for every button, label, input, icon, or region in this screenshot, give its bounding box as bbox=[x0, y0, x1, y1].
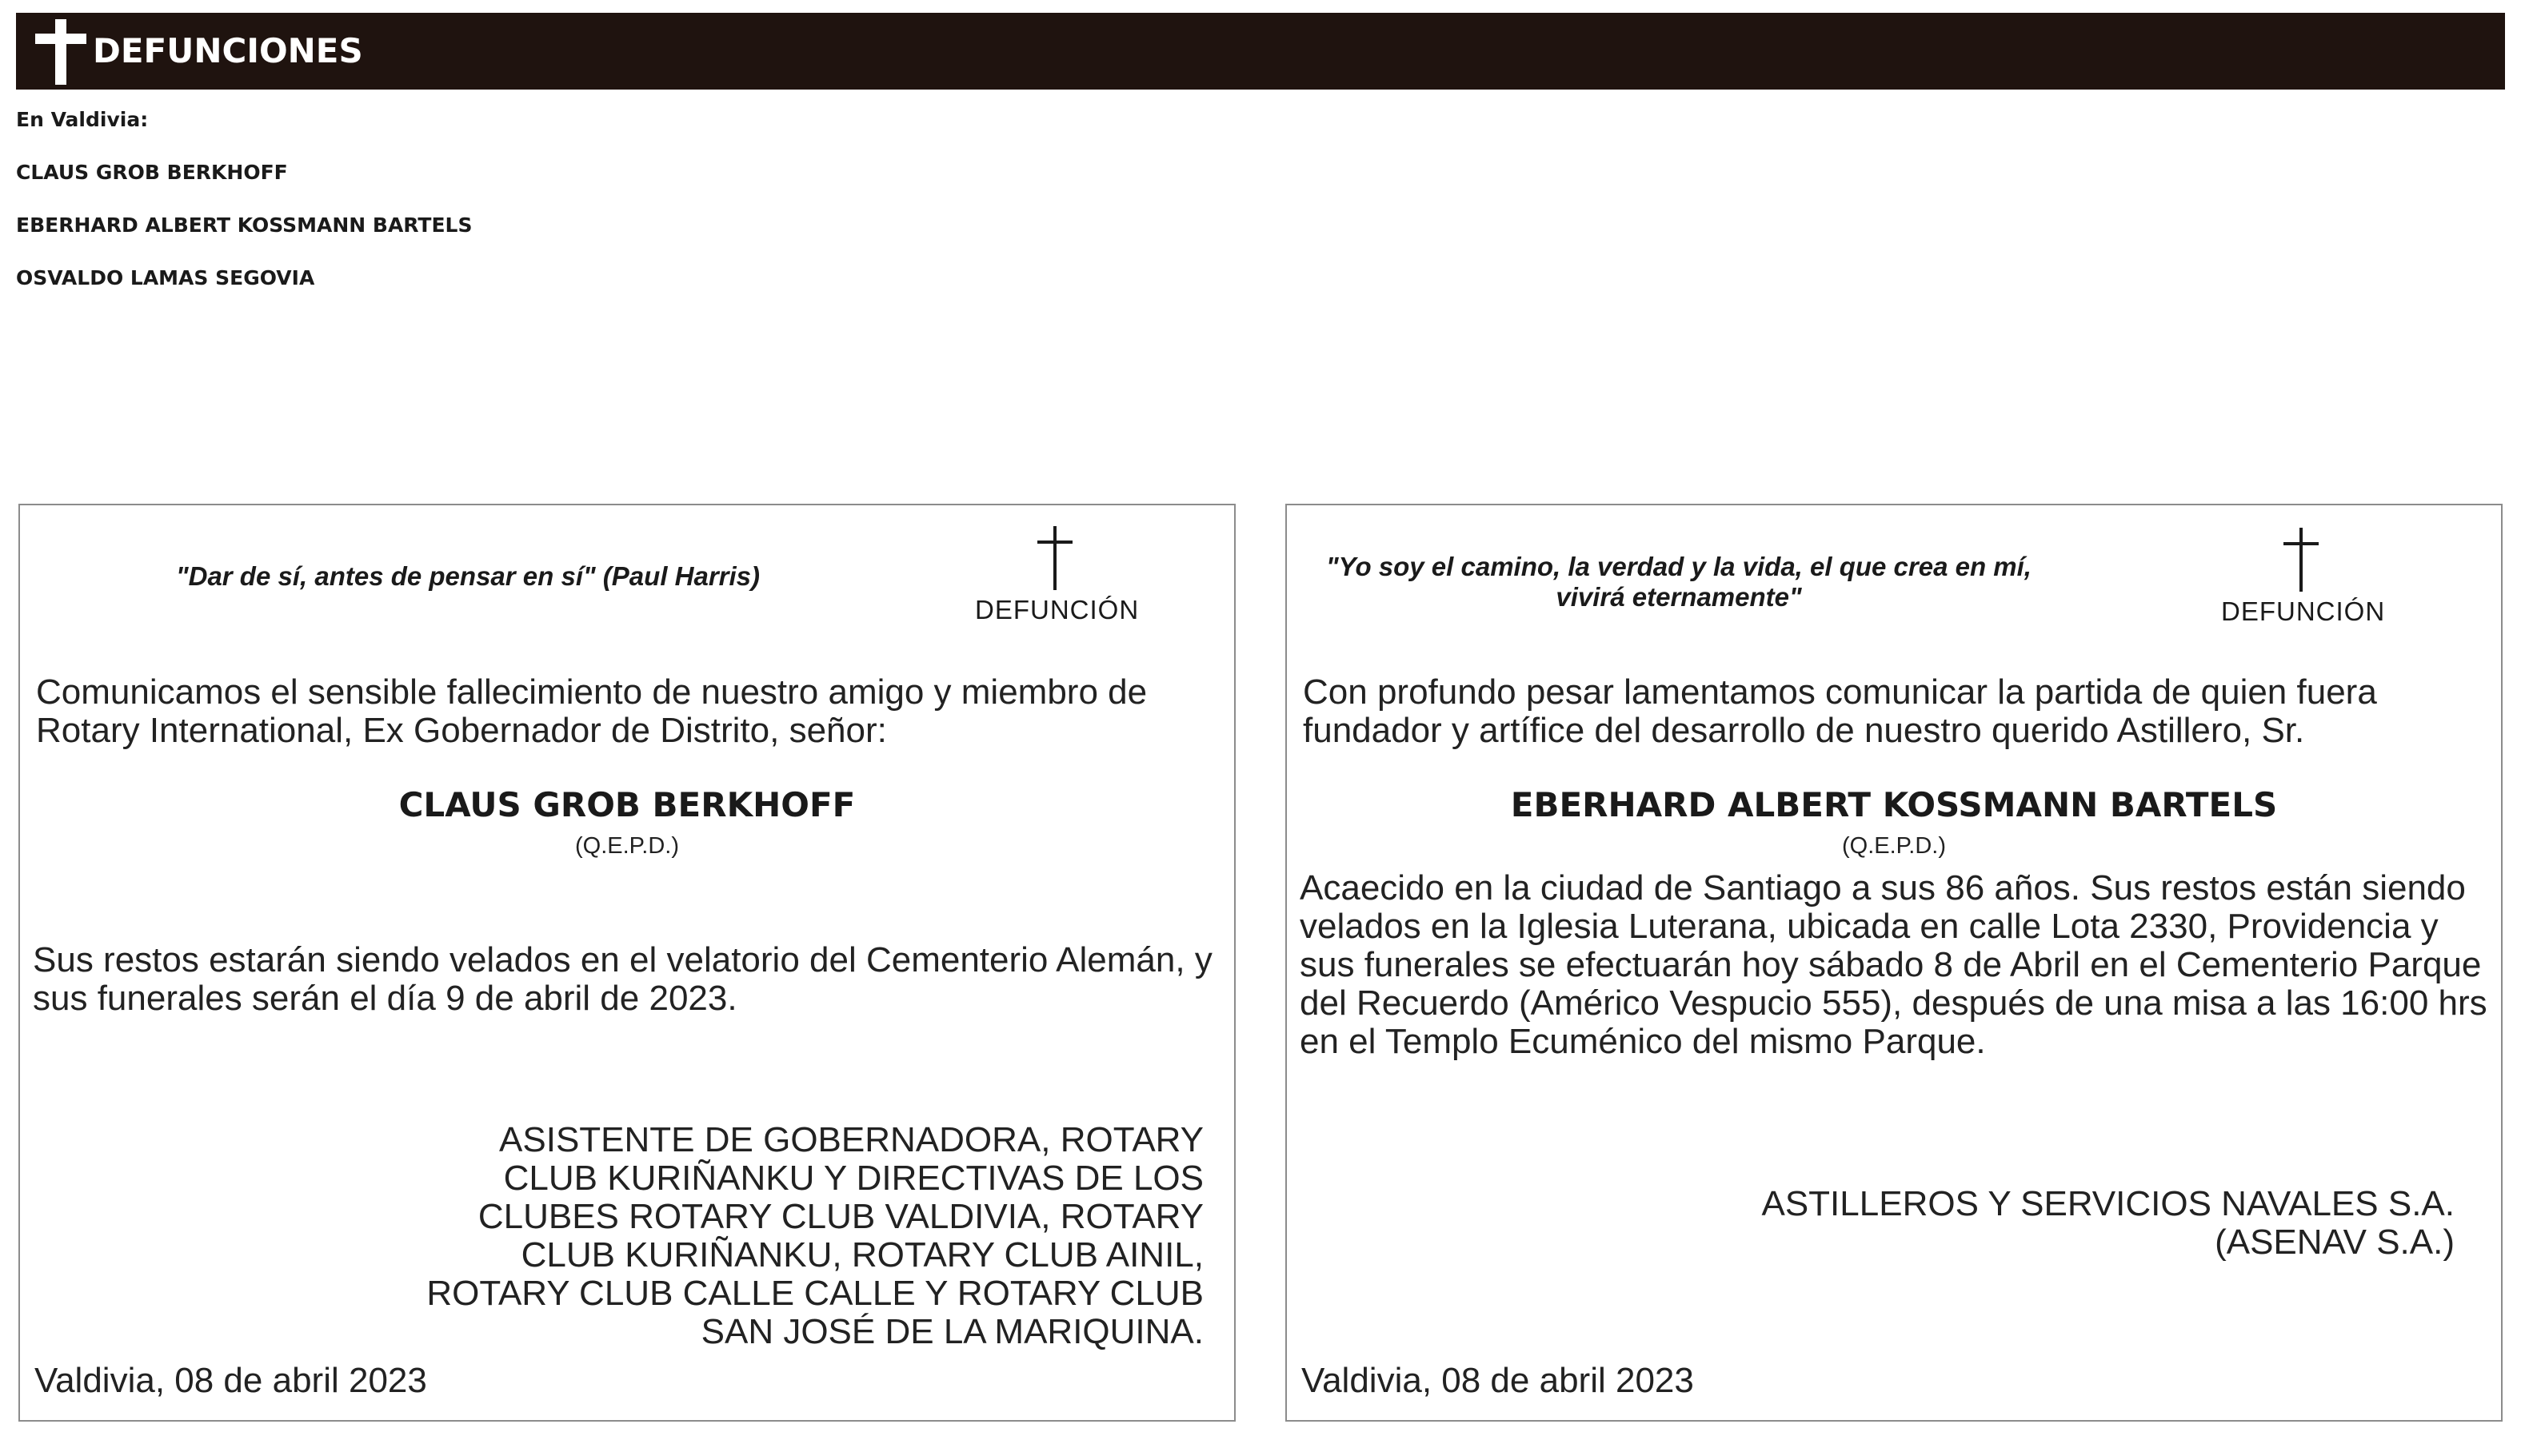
qepd-label: (Q.E.P.D.) bbox=[575, 833, 679, 859]
section-title: DEFUNCIONES bbox=[93, 31, 363, 70]
defuncion-label: DEFUNCIÓN bbox=[2221, 596, 2386, 626]
index-location: En Valdivia: bbox=[16, 108, 149, 131]
section-header bbox=[16, 13, 2505, 90]
notice-details: Sus restos estarán siendo velados en el velatorio del Cementerio Alemán, y sus funerales serán el día 9 de abril de 2023. bbox=[33, 940, 1213, 1018]
index-name: CLAUS GROB BERKHOFF bbox=[16, 161, 288, 184]
defuncion-mark bbox=[2221, 528, 2386, 627]
notice-intro: Con profundo pesar lamentamos comunicar la partida de quien fuera fundador y artífice del desarrollo de nuestro querido Astillero, Sr. bbox=[1303, 672, 2377, 750]
notice-quote: "Dar de sí, antes de pensar en sí" (Paul Harris) bbox=[175, 561, 761, 591]
notice-signers: ASISTENTE DE GOBERNADORA, ROTARY CLUB KURIÑANKU Y DIRECTIVAS DE LOS CLUBES ROTARY CLUB VALDIVIA, ROTARY CLUB KURIÑANKU, ROTARY CLUB AINIL, ROTARY CLUB CALLE CALLE Y ROTARY CLUB SAN JOSÉ DE LA MARIQUINA. bbox=[426, 1120, 1204, 1351]
cross-icon bbox=[2279, 528, 2323, 592]
cross-icon bbox=[1033, 526, 1077, 590]
obituary-notice bbox=[1285, 504, 2503, 1422]
notice-intro: Comunicamos el sensible fallecimiento de nuestro amigo y miembro de Rotary International, Ex Gobernador de Distrito, señor: bbox=[36, 672, 1148, 750]
notice-date: Valdivia, 08 de abril 2023 bbox=[1301, 1361, 1694, 1400]
deceased-name: CLAUS GROB BERKHOFF bbox=[398, 785, 856, 824]
deceased-name: EBERHARD ALBERT KOSSMANN BARTELS bbox=[1510, 785, 2278, 824]
notice-details: Acaecido en la ciudad de Santiago a sus 86 años. Sus restos están siendo velados en la Iglesia Luterana, ubicada en calle Lota 2330, Providencia y sus funerales se efectuarán hoy sábado 8 de Abril en el Cementerio Parque del Recuerdo (Américo Vespucio 555), después de una misa a las 16:00 hrs en el Templo Ecuménico del mismo Parque. bbox=[1300, 868, 2487, 1061]
defuncion-label: DEFUNCIÓN bbox=[975, 595, 1140, 624]
obituary-notice bbox=[18, 504, 1236, 1422]
notice-date: Valdivia, 08 de abril 2023 bbox=[34, 1361, 427, 1400]
qepd-label: (Q.E.P.D.) bbox=[1842, 833, 1946, 859]
index-name: EBERHARD ALBERT KOSSMANN BARTELS bbox=[16, 213, 473, 237]
index-name: OSVALDO LAMAS SEGOVIA bbox=[16, 266, 315, 289]
defuncion-mark bbox=[975, 526, 1140, 625]
notice-signers: ASTILLEROS Y SERVICIOS NAVALES S.A. (ASENAV S.A.) bbox=[1761, 1184, 2455, 1262]
cross-icon bbox=[29, 18, 93, 86]
notice-quote: "Yo soy el camino, la verdad y la vida, el que crea en mí, vivirá eternamente" bbox=[1326, 552, 2032, 612]
